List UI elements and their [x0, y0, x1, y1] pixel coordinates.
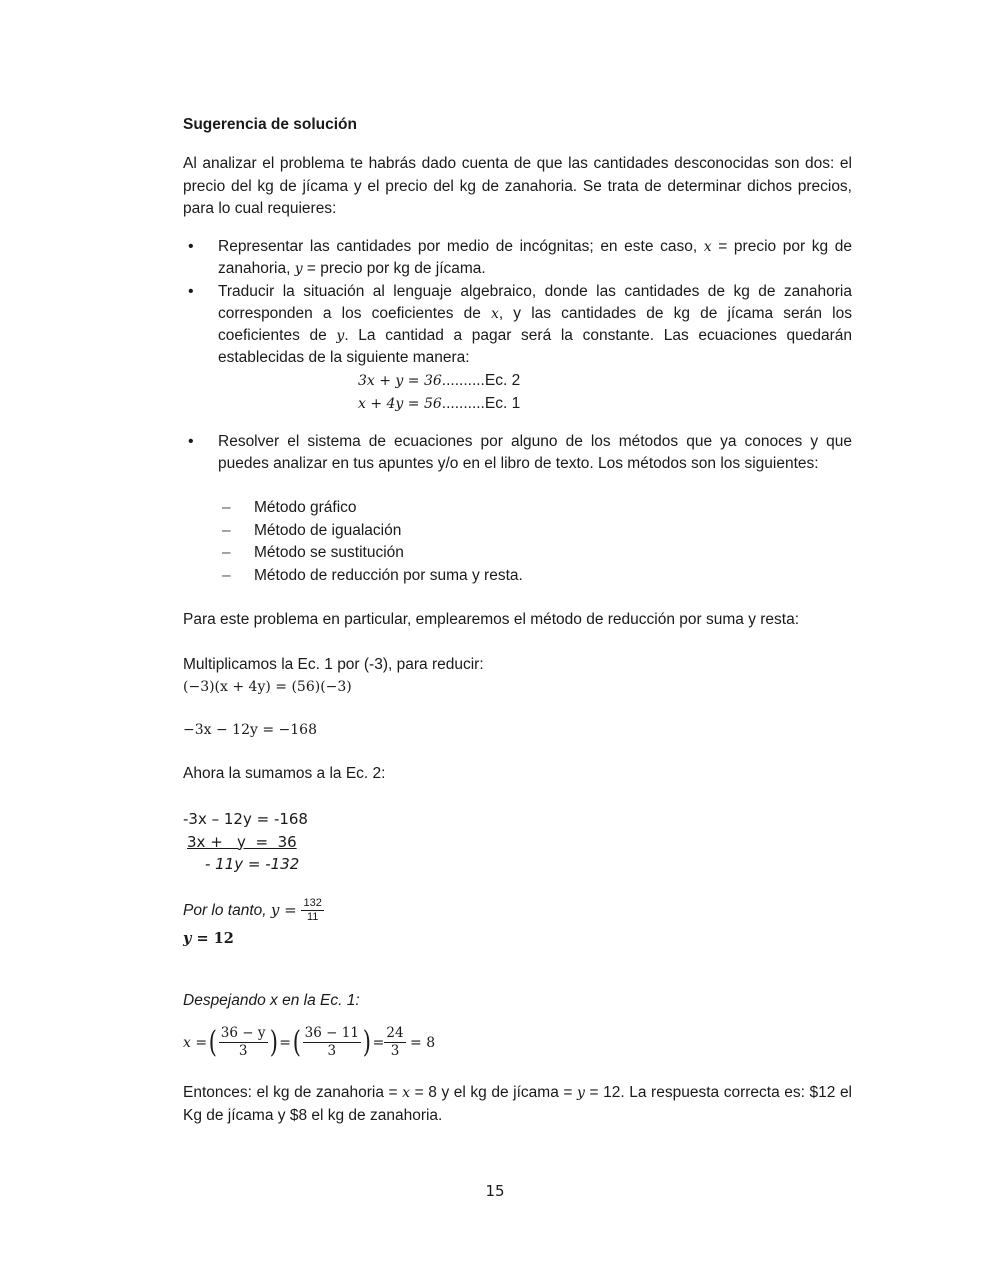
variable-y: y	[294, 261, 303, 278]
equation-system	[358, 370, 520, 415]
requirements-list	[183, 236, 852, 370]
y-result: y = 12	[183, 930, 234, 947]
section-heading: Sugerencia de solución	[183, 116, 357, 133]
x-solution: x = ( $\frac{36 - y}{3}$ ) = ( $\frac{36 - 11}{3}$ ) = $\frac{24}{3}$ = 8	[183, 1024, 436, 1060]
sum-line-2: 3x + y = 36	[187, 832, 297, 851]
bullet-icon: •	[188, 433, 194, 450]
sum-result: - 11y = -132	[205, 855, 300, 873]
fraction-36-minus-11: $\frac{36 - 11}{3}$	[304, 1025, 359, 1059]
multiply-expression: (−3)(x + 4y) = (56)(−3)	[183, 679, 352, 695]
multiply-result: −3x − 12y = −168	[183, 722, 317, 738]
dash-icon: –	[222, 544, 231, 561]
conclusion-paragraph: Entonces: el kg de zanahoria = x = 8 y el kg de jícama = y = 12. La respuesta correcta es: $12 el Kg de jícama y $8 el kg de zanahoria.	[183, 1084, 853, 1124]
solve-x-intro: Despejando x en la Ec. 1:	[183, 992, 360, 1009]
fraction-36-minus-y: $\frac{36 - y}{3}$	[220, 1025, 266, 1059]
method-item: – Método de reducción por suma y resta.	[222, 565, 523, 588]
page-number: 15	[485, 1182, 505, 1200]
bullet-icon: •	[188, 238, 194, 255]
intro-paragraph: Al analizar el problema te habrás dado cuenta de que las cantidades desconocidas son dos: el precio del kg de jícama y el precio del kg de zanahoria. Se trata de determinar dichos precios, para lo cual requieres:	[183, 155, 852, 217]
add-intro-text: Ahora la sumamos a la Ec. 2:	[183, 765, 386, 782]
fraction-132-11: $\frac{132}{11}$	[303, 897, 322, 924]
method-choice-text: Para este problema en particular, emplearemos el método de reducción por suma y resta:	[183, 611, 800, 628]
bullet-item-translate: • Traducir la situación al lenguaje algebraico, donde las cantidades de kg de zanahoria corresponden a los coeficientes de x, y las cantidades de kg de jícama serán los coeficientes de y. La cantidad a pagar será la constante. Las ecuaciones quedarán establecidas de la siguiente manera:	[188, 282, 852, 367]
method-item: – Método se sustitución	[222, 542, 523, 565]
method-item: – Método de igualación	[222, 520, 523, 543]
variable-x: x	[703, 239, 712, 255]
method-item: – Método gráfico	[222, 497, 523, 520]
sum-line-1: -3x – 12y = -168	[183, 810, 308, 828]
therefore-line: Por lo tanto, y = $\frac{132}{11}$	[183, 897, 322, 924]
solve-list	[183, 431, 852, 476]
fraction-24-3: $\frac{24}{3}$	[386, 1025, 404, 1059]
bullet-item-variables: • Representar las cantidades por medio de incógnitas; en este caso, x = precio por kg de zanahoria, y = precio por kg de jícama.	[188, 238, 852, 278]
bullet-icon: •	[188, 282, 194, 300]
variable-x: x	[490, 305, 499, 322]
equation-2: 3x + y = 36..........Ec. 2	[358, 372, 521, 389]
multiply-intro-text: Multiplicamos la Ec. 1 por (-3), para reducir:	[183, 656, 484, 673]
equation-1: x + 4y = 56..........Ec. 1	[358, 394, 521, 412]
variable-y: y	[336, 328, 345, 345]
methods-list	[222, 497, 523, 587]
sum-operation	[183, 808, 308, 876]
bullet-item-solve: • Resolver el sistema de ecuaciones por alguno de los métodos que ya conoces y que puedes analizar en tus apuntes y/o en el libro de texto. Los métodos son los siguientes:	[188, 433, 852, 473]
dash-icon: –	[222, 521, 231, 539]
dash-icon: –	[222, 499, 231, 516]
dash-icon: –	[222, 566, 231, 584]
